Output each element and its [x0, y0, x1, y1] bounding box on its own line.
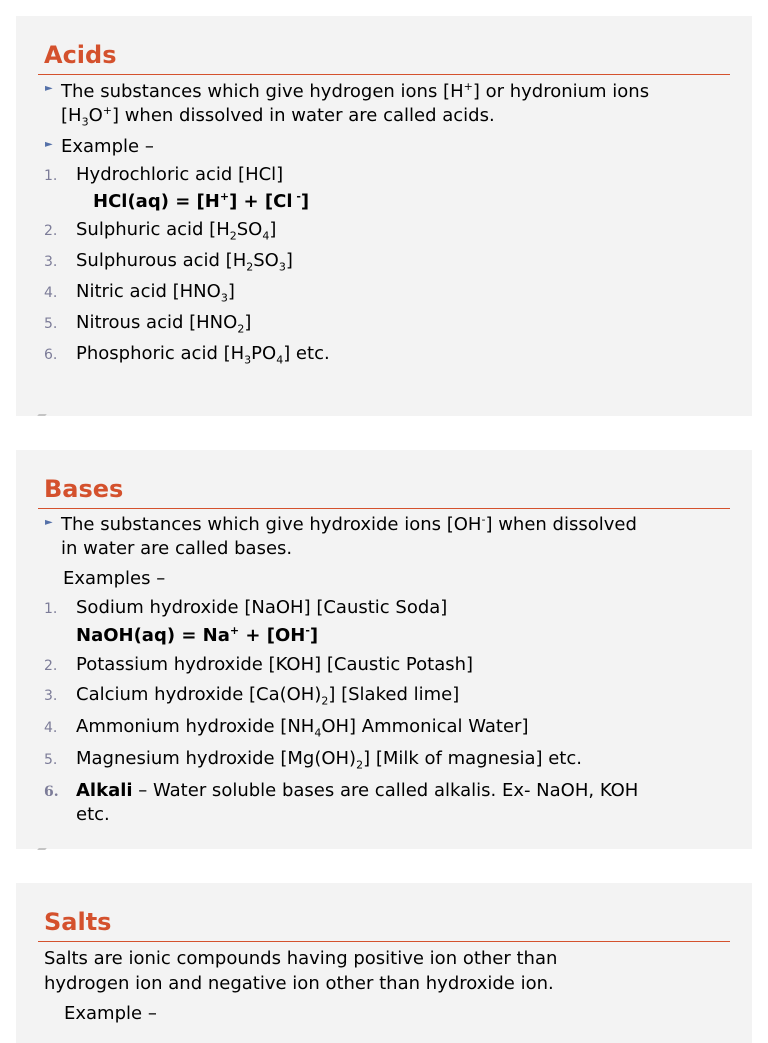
acids-slide [16, 16, 752, 416]
list-number: 6. [44, 347, 58, 363]
bullet-icon: ► [45, 139, 53, 150]
list-item: Nitric acid $[HNO_3]$ [76, 281, 235, 305]
list-item-alkali-continued: etc. [76, 804, 110, 825]
salts-example-label: Example – [64, 1003, 157, 1024]
list-item: Nitrous acid $[HNO_2]$ [76, 312, 252, 336]
salts-definition-line2: hydrogen ion and negative ion other than hydroxide ion. [44, 973, 554, 994]
acids-definition-line2: $[H_3O^+]$ when dissolved in water are called acids. [61, 104, 495, 129]
acids-equation: HCl(aq) = [H+] + [Cl -] [93, 190, 310, 212]
salts-definition-line1: Salts are ionic compounds having positive ion other than [44, 948, 558, 969]
bullet-icon: ► [45, 83, 53, 94]
list-number: 5. [44, 316, 58, 332]
list-number: 6. [44, 784, 59, 800]
acids-example-label: Example – [61, 136, 154, 157]
list-item: Hydrochloric acid [HCl] [76, 164, 284, 185]
bases-title: Bases [44, 475, 124, 503]
list-number: 4. [44, 285, 58, 301]
list-item: Sulphuric acid $[H_2SO_4]$ [76, 219, 277, 243]
bases-title-rule [38, 508, 730, 509]
list-number: 3. [44, 688, 58, 704]
list-item: Sodium hydroxide [NaOH] [Caustic Soda] [76, 597, 448, 618]
list-number: 5. [44, 752, 58, 768]
list-number: 1. [44, 168, 58, 184]
list-item: Phosphoric acid $[H_3PO_4]$ etc. [76, 343, 330, 367]
salts-title: Salts [44, 908, 112, 936]
acids-title: Acids [44, 41, 117, 69]
salts-title-rule [38, 941, 730, 942]
list-number: 4. [44, 720, 58, 736]
list-item: Ammonium hydroxide $[NH_4OH]$ Ammonical Water] [76, 716, 529, 740]
slide-corner-mark [37, 414, 47, 416]
list-item: Sulphurous acid $[H_2SO_3]$ [76, 250, 293, 274]
list-number: 1. [44, 601, 58, 617]
list-number: 2. [44, 658, 58, 674]
bases-equation: NaOH(aq) = Na+ + [OH-] [76, 624, 319, 646]
acids-title-rule [38, 74, 730, 75]
list-item: Potassium hydroxide [KOH] [Caustic Potash] [76, 654, 474, 675]
acids-definition-line1: The substances which give hydrogen ions [H+] or hydronium ions [61, 80, 650, 102]
bases-example-label: Examples – [63, 568, 166, 589]
bases-slide [16, 450, 752, 849]
alkali-term: Alkali [76, 780, 133, 801]
list-item: Magnesium hydroxide $[Mg(OH)_2]$ [Milk of magnesia] etc. [76, 748, 582, 772]
bases-definition-line1: The substances which give hydroxide ions [OH-] when dissolved [61, 513, 637, 535]
list-item: Calcium hydroxide $[Ca(OH)_2]$ [Slaked lime] [76, 684, 460, 708]
salts-slide [16, 883, 752, 1043]
bases-definition-line2: in water are called bases. [61, 538, 293, 559]
list-number: 3. [44, 254, 58, 270]
bullet-icon: ► [45, 517, 53, 528]
list-item-alkali: Alkali – Water soluble bases are called alkalis. Ex- NaOH, KOH [76, 780, 639, 801]
list-number: 2. [44, 223, 58, 239]
slide-corner-mark [37, 848, 47, 850]
